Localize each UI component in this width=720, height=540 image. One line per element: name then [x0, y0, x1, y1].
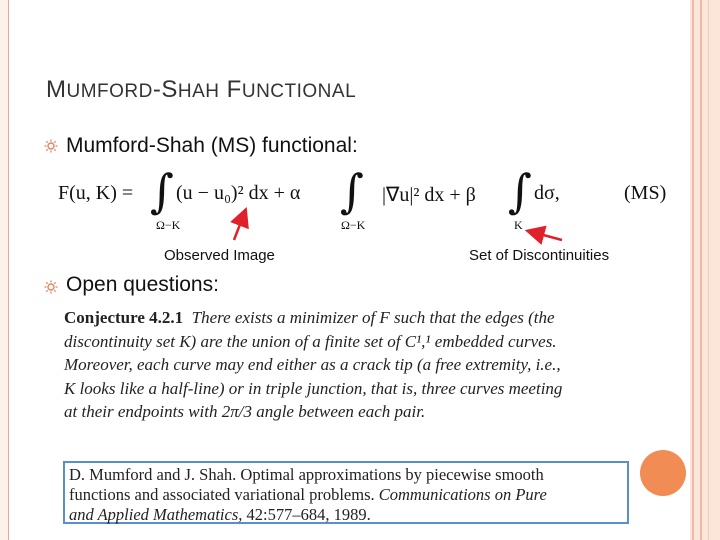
conjecture-heading: Conjecture 4.2.1 [64, 308, 184, 327]
reference-journal: Communications on Pure [378, 485, 547, 504]
integral-sign: ∫ [508, 164, 532, 218]
title-part: HAH [177, 81, 220, 102]
title-part: UMFORD [66, 81, 153, 102]
sun-bullet-icon [44, 280, 58, 294]
decorative-circle [640, 450, 686, 496]
formula-term: |∇u|² dx + β [382, 184, 476, 206]
formula-term: dσ, [534, 182, 560, 204]
title-part: F [219, 76, 242, 103]
integral-domain: K [514, 218, 523, 232]
reference-citation [63, 461, 629, 524]
formula-tag: (MS) [624, 182, 667, 204]
conjecture-block [64, 306, 664, 424]
integral-domain: Ω−K [341, 218, 366, 232]
discontinuities-arrow [532, 232, 562, 240]
reference-line: D. Mumford and J. Shah. Optimal approximations by piecewise smooth [69, 465, 544, 484]
observed-arrow [234, 214, 244, 240]
bullet-text: Open questions: [66, 273, 219, 296]
reference-text: 42:577–684, 1989. [246, 505, 371, 524]
bullet-text: Mumford-Shah (MS) functional: [66, 134, 358, 157]
integral-sign: ∫ [340, 164, 364, 218]
title-part: M [46, 76, 67, 103]
conjecture-line: K looks like a half-line) or in triple junction, that is, three curves meeting [64, 378, 563, 398]
conjecture-line: Moreover, each curve may end either as a crack tip (a free extremity, i.e., [64, 355, 561, 374]
title-part: -S [152, 76, 178, 103]
reference-journal: and Applied Mathematics, [69, 505, 243, 524]
conjecture-line: There exists a minimizer of F such that the edges (the [191, 308, 555, 327]
conjecture-line: discontinuity set K) are the union of a finite set of C¹,¹ embedded curves. [64, 331, 557, 351]
formula-lhs: F(u, K) = [58, 182, 134, 204]
observed-image-label: Observed Image [164, 247, 275, 264]
integral-sign: ∫ [150, 164, 174, 218]
reference-text: functions and associated variational problems. [69, 485, 375, 504]
discontinuities-label: Set of Discontinuities [469, 247, 610, 264]
conjecture-line: at their endpoints with 2π/3 angle between each pair. [64, 402, 426, 421]
formula-term: (u − u₀)² dx + α [176, 182, 301, 204]
integral-domain: Ω−K [156, 218, 181, 232]
title-part: UNCTIONAL [241, 81, 357, 102]
